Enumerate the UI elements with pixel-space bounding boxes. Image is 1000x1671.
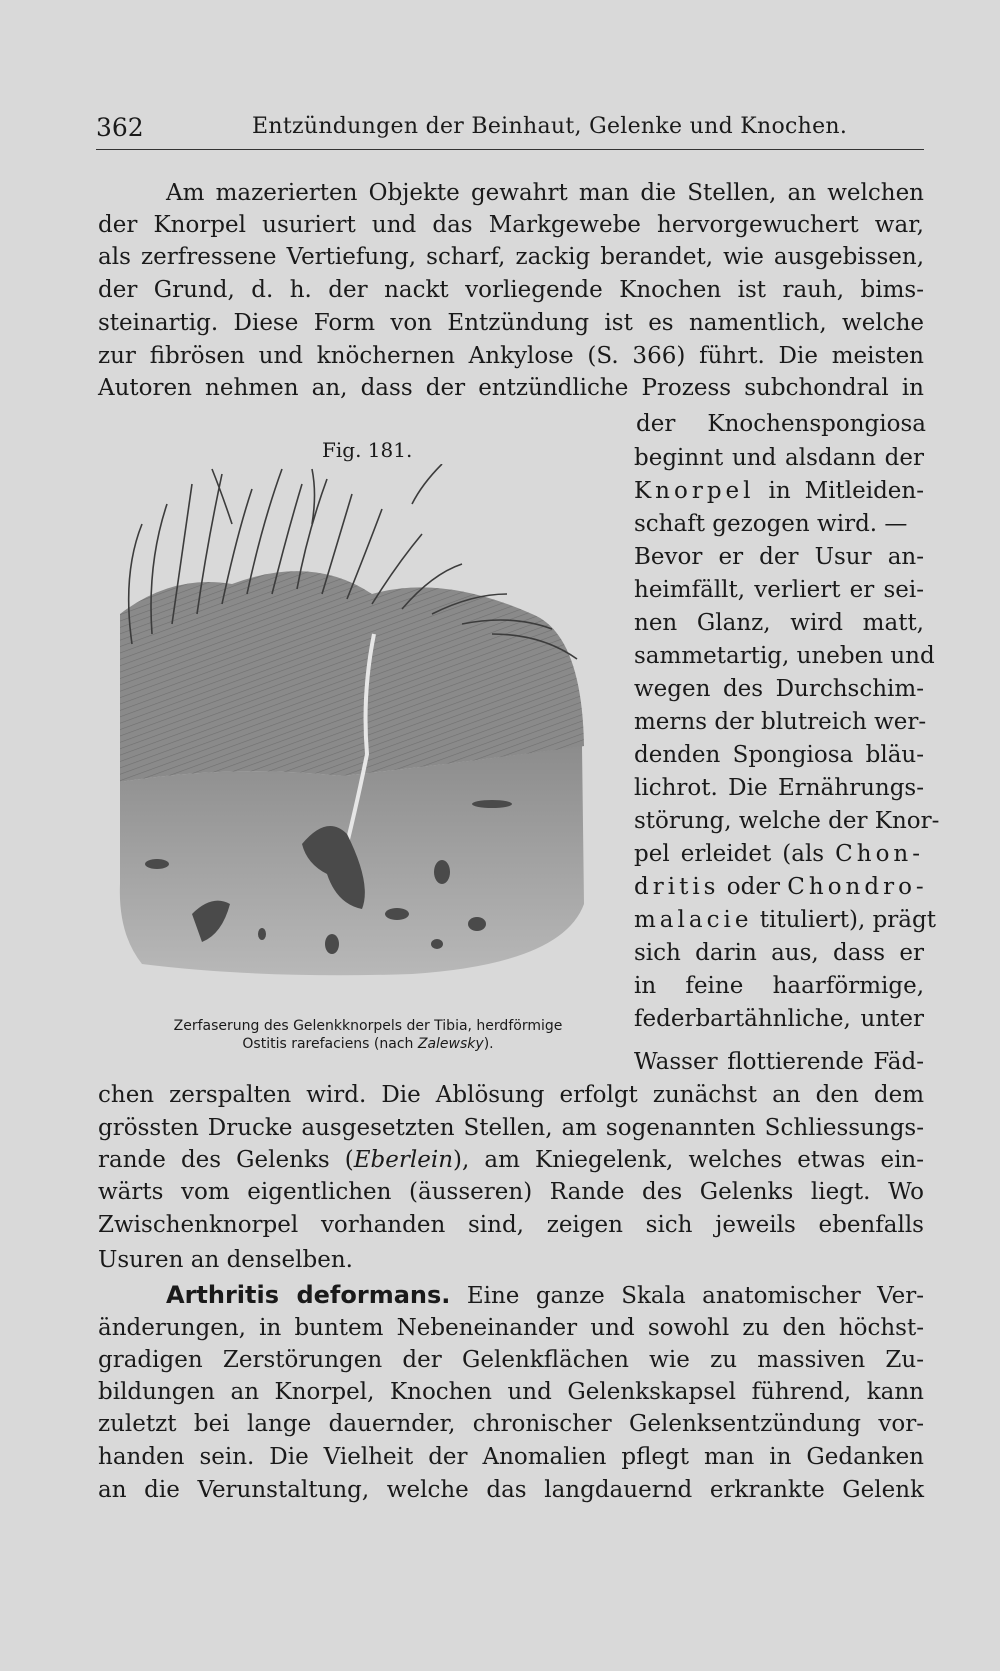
text-line: der Knochenspongiosa <box>636 411 926 437</box>
spaced-term: Chon- <box>835 841 925 867</box>
text-line: änderungen, in buntem Nebeneinander und sowohl zu den höchst- <box>98 1315 924 1341</box>
text-line: als zerfressene Vertiefung, scharf, zackig berandet, wie ausgebissen, <box>98 244 924 270</box>
text-line: an die Verunstaltung, welche das langdauernd erkrankte Gelenk <box>98 1477 924 1503</box>
text-line <box>634 477 924 505</box>
text-line: nen Glanz, wird matt, <box>634 610 924 636</box>
text-line: der Grund, d. h. der nackt vorliegende Knochen ist rauh, bims- <box>98 277 924 303</box>
text-line: Usuren an denselben. <box>98 1247 353 1273</box>
text-line: Zwischenknorpel vorhanden sind, zeigen sich jeweils ebenfalls <box>98 1212 924 1238</box>
figure-illustration <box>112 464 612 1012</box>
text-line: gradigen Zerstörungen der Gelenkflächen wie zu massiven Zu- <box>98 1347 924 1373</box>
text-line: in feine haarförmige, <box>634 973 924 999</box>
page-number: 362 <box>96 113 144 142</box>
spaced-term: malacie <box>634 907 753 933</box>
text-line: merns der blutreich wer- <box>634 709 927 735</box>
text-fragment: oder <box>726 874 780 900</box>
text-line: Bevor er der Usur an- <box>634 544 924 570</box>
spaced-term: dritis <box>634 874 720 900</box>
text-line <box>634 906 936 934</box>
text-fragment: Ostitis rarefaciens (nach <box>242 1036 414 1052</box>
text-line: lichrot. Die Ernährungs- <box>634 775 924 801</box>
text-line: Am mazerierten Objekte gewahrt man die Stellen, an welchen <box>166 180 924 206</box>
text-line: bildungen an Knorpel, Knochen und Gelenkskapsel führend, kann <box>98 1379 924 1405</box>
running-title: Entzündungen der Beinhaut, Gelenke und Knochen. <box>252 114 848 139</box>
text-line: federbartähnliche, unter <box>634 1006 924 1032</box>
text-line: Autoren nehmen an, dass der entzündliche Prozess subchondral in <box>98 375 924 401</box>
text-line <box>634 840 924 868</box>
section-heading: Arthritis deformans. <box>166 1281 451 1309</box>
text-line <box>634 873 928 901</box>
text-line: chen zerspalten wird. Die Ablösung erfolgt zunächst an den dem <box>98 1082 924 1108</box>
text-line: Wasser flottierende Fäd- <box>634 1049 924 1075</box>
header-rule <box>96 149 924 150</box>
text-line: störung, welche der Knor- <box>634 808 940 834</box>
text-fragment: in Mitleiden- <box>768 478 924 504</box>
text-line: sammetartig, uneben und <box>634 643 935 669</box>
text-line: sich darin aus, dass er <box>634 940 924 966</box>
text-line <box>98 1146 924 1174</box>
text-line: zur fibrösen und knöchernen Ankylose (S. 366) führt. Die meisten <box>98 343 924 369</box>
text-fragment: pel erleidet (als <box>634 841 825 867</box>
text-line: schaft gezogen wird. — <box>634 511 908 537</box>
figure-caption-line <box>130 1035 606 1053</box>
text-line: handen sein. Die Vielheit der Anomalien pflegt man in Gedanken <box>98 1444 924 1470</box>
text-line: grössten Drucke ausgesetzten Stellen, am sogenannten Schliessungs- <box>98 1115 924 1141</box>
text-line: wärts vom eigentlichen (äusseren) Rande des Gelenks liegt. Wo <box>98 1179 924 1205</box>
text-fragment: Eine ganze Skala anatomischer Ver- <box>466 1283 924 1309</box>
spaced-term: Knorpel <box>634 478 755 504</box>
text-line: zuletzt bei lange dauernder, chronischer Gelenksentzündung vor- <box>98 1411 924 1437</box>
text-line <box>98 1281 924 1310</box>
figure-label: Fig. 181. <box>322 438 413 462</box>
text-line: beginnt und alsdann der <box>634 445 924 471</box>
cartilage-texture <box>120 571 584 782</box>
text-fragment: rande des Gelenks ( <box>98 1147 354 1173</box>
cited-author: Eberlein <box>353 1147 454 1173</box>
text-fragment: ). <box>483 1036 494 1052</box>
text-line: heimfällt, verliert er sei- <box>634 577 924 603</box>
text-line: wegen des Durchschim- <box>634 676 924 702</box>
text-fragment: ), am Kniegelenk, welches etwas ein- <box>453 1147 925 1173</box>
text-fragment: tituliert), prägt <box>759 907 936 933</box>
text-line: steinartig. Diese Form von Entzündung ist es namentlich, welche <box>98 310 924 336</box>
text-line: denden Spongiosa bläu- <box>634 742 924 768</box>
spaced-term: Chondro- <box>787 874 928 900</box>
figure-caption-line: Zerfaserung des Gelenkknorpels der Tibia, herdförmige <box>173 1018 563 1034</box>
caption-author: Zalewsky <box>417 1036 484 1052</box>
text-line: der Knorpel usuriert und das Markgewebe hervorgewuchert war, <box>98 212 924 238</box>
